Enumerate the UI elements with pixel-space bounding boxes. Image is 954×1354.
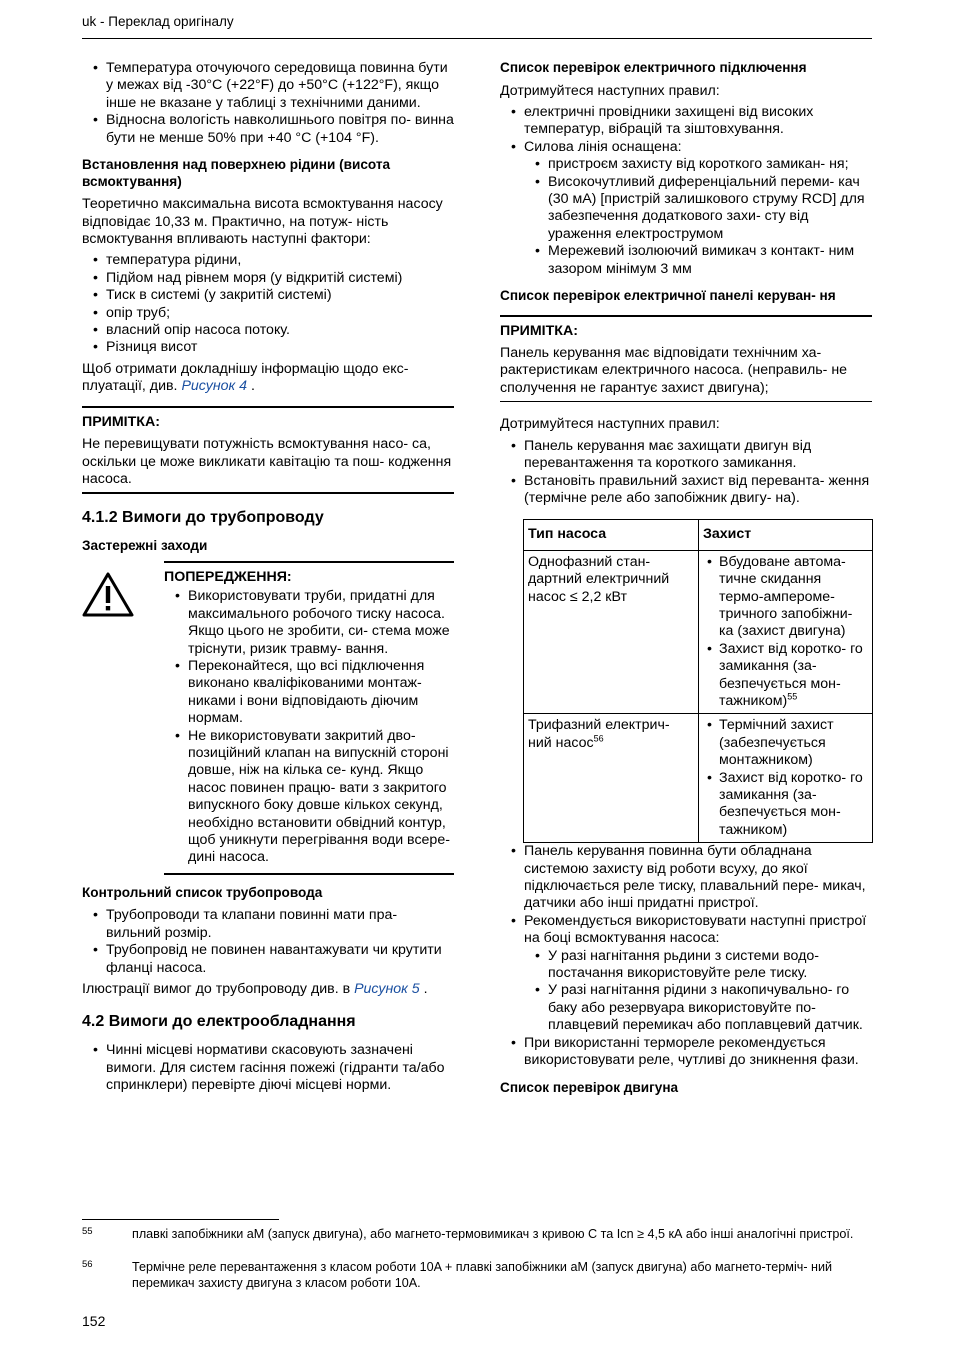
suction-factors-list [82, 252, 454, 356]
list-item: • Захист від коротко- го замикання (за- безпечується мон- тажником) [719, 770, 868, 840]
warning-title: ПОПЕРЕДЖЕННЯ: [164, 568, 292, 585]
panel-note-box [500, 315, 872, 403]
pipe-illustration-text: Ілюстрації вимог до трубопроводу див. в [82, 981, 351, 998]
footnote-rule [82, 1219, 279, 1220]
list-item: • Підйом над рівнем моря (у відкритій системі) [106, 270, 454, 287]
footnote-number: 56 [82, 1259, 93, 1270]
list-item: • Трубопроводи та клапани повинні мати пра- вильний розмір. [106, 907, 454, 942]
precautions-heading: Застережні заходи [82, 538, 208, 554]
list-item: • Високочутливий диференціальний переми- кач (30 мА) [пристрій залишкового струму RCD] для забезпечення додаткового захи- сту від ураження електрострумом [548, 174, 872, 244]
table-row [524, 714, 873, 843]
list-item: • Різниця висот [106, 339, 454, 356]
column-header-pump-type: Тип насоса [524, 520, 699, 550]
figure-4-link[interactable]: Рисунок 4 [181, 378, 248, 395]
pipe-illustration-end: . [423, 981, 428, 998]
suction-text: Теоретично максимальна висота всмоктування насосу відповідає 10,33 м. Практично, на потуж- ність всмоктування впливають наступні фактори: [82, 196, 443, 248]
list-item: • Трубопровід не повинен навантажувати чи крутити фланці насоса. [106, 942, 454, 977]
running-header: uk - Переклад оригіналу [82, 14, 234, 29]
list-item: • пристроєм захисту від короткого замикан- ня; [548, 156, 872, 173]
footnote-text: плавкі запобіжники aM (запуск двигуна), або магнето-термовимикач з кривою C та Icn ≥ 4,5 кА або інші аналогічні пристрої. [132, 1227, 854, 1241]
header-rule [82, 38, 872, 39]
section-4-2-heading: 4.2 Вимоги до електрообладнання [82, 1013, 356, 1031]
pipe-checklist [82, 907, 454, 977]
warning-list [164, 588, 454, 867]
suction-heading: Встановлення над поверхнею рідини (висота всмоктування) [82, 157, 391, 189]
pump-type-cell: Трифазний електрич- ний насос$^{56}$ [524, 714, 699, 843]
suction-side-sublist [524, 948, 872, 1035]
list-item: • Панель керування повинна бути обладнана системою захисту від роботи всуху, до якої підключається реле тиску, плавальний пере- микач, датчики або інші придатні пристрої. [524, 843, 872, 913]
footnote-number: 55 [82, 1226, 93, 1237]
power-line-sublist [524, 156, 872, 278]
table-row [524, 550, 873, 714]
footnote-text: Термічне реле перевантаження з класом роботи 10A + плавкі запобіжники aM (запуск двигуна) або магнето-терміч- ний перемикач захисту двигуна з класом роботи 10A. [132, 1260, 833, 1290]
list-item: • Рекомендується використовувати наступні пристрої на боці всмоктування насоса: • У разі нагнітання рьдини з системи водо- постачання використовуйте реле тиску. • У разі нагнітання рідини з накопичувально- го баку або резервуара використовуйте по- плавцевий перемикач або поплавцевий датчик. [524, 913, 872, 1035]
column-header-protection: Захист [699, 520, 873, 550]
figure-5-link[interactable]: Рисунок 5 [354, 981, 420, 998]
rules-intro: Дотримуйтеся наступних правил: [500, 416, 720, 433]
power-line-text: Силова лінія оснащена: [524, 138, 682, 155]
list-item: • Використовувати труби, придатні для максимального робочого тиску насоса. Якщо цього не зробити, си- стема може тріснути, ризик травму- вання. [188, 588, 454, 658]
list-item: • опір труб; [106, 305, 454, 322]
list-item: • При використанні термореле рекомендується використовувати реле, чутливі до зникнення фази. [524, 1035, 872, 1070]
list-item: • Не використовувати закритий дво- позиційний клапан на випускній стороні довше, ніж на кілька се- кунд. Якщо насос повинен працю- вати з закритого випускного боку довше кількох секунд, необхідно встановити обвідний контур, щоб уникнути перегрівання води всере- дині насоса. [188, 728, 454, 867]
list-item: • власний опір насоса потоку. [106, 322, 454, 339]
list-item: • Панель керування має захищати двигун від перевантаження та короткого замикання. [524, 438, 872, 473]
note-title: ПРИМІТКА: [82, 413, 160, 430]
protection-cell [699, 714, 873, 843]
page-number: 152 [82, 1313, 106, 1329]
protection-cell [699, 550, 873, 714]
note-text: Не перевищувати потужність всмоктування насо- са, оскільки це може викликати кавітацію та пош- кодження насоса. [82, 436, 452, 487]
panel-checklist-heading: Список перевірок електричної панелі керуван- ня [500, 288, 836, 304]
info-text: Щоб отримати докладнішу інформацію щодо екс- плуатації, див. [82, 360, 409, 395]
list-item: • Температура оточуючого середовища повинна бути у межах від -30°C (+22°F) до +50°C (+122°F), якщо інше не вказане у таблиці з технічними даними. [106, 60, 454, 112]
note-text: Панель керування має відповідати технічним ха- рактеристикам електричного насоса. (неправиль- не сполучення не гарантує захист двигуна); [500, 345, 848, 396]
list-item: • Чинні місцеві нормативи скасовують зазначені вимоги. Для систем гасіння пожежі (гідранти та/або спринклери) перевірте діючі місцеві норми. [106, 1042, 454, 1094]
rules-list [500, 438, 872, 508]
left-column [82, 60, 454, 1099]
footnote-ref-56[interactable]: 56 [593, 733, 604, 744]
electrical-list [82, 1042, 454, 1094]
warning-block [82, 561, 454, 875]
protection-table [523, 519, 873, 843]
table-header-row [524, 520, 873, 550]
section-4-1-2-heading: 4.1.2 Вимоги до трубопроводу [82, 509, 324, 527]
connection-list [500, 104, 872, 278]
list-item: • У разі нагнітання рідини з накопичувально- го баку або резервуара використовуйте по- плавцевий перемикач або поплавцевий датчик. [548, 982, 872, 1034]
list-item: • Встановіть правильний захист від переванта- ження (термічне реле або запобіжник двигу- на). [524, 473, 872, 508]
list-item: • Тиск в системі (у закритій системі) [106, 287, 454, 304]
list-item: • Вбудоване автома- тичне скидання термо-ампероме- тричного запобіжни- ка (захист двигуна) [719, 554, 868, 641]
motor-checklist-heading: Список перевірок двигуна [500, 1079, 679, 1095]
list-item: • Захист від коротко- го замикання (за- безпечується мон- тажником)$^{55}$ [719, 641, 868, 711]
list-item: • Відносна вологість навколишнього повітря по- винна бути не менше 50% при +40 °C (+104 °F). [106, 112, 454, 147]
list-item: • температура рідини, [106, 252, 454, 269]
list-item: • Мережевий ізолюючий вимикач з контакт- ним зазором мінімум 3 мм [548, 243, 872, 278]
footnote-56 [82, 1259, 872, 1291]
warning-body [164, 561, 454, 875]
pipe-illustration-paragraph [82, 981, 454, 998]
list-item [524, 139, 872, 278]
pipe-checklist-heading: Контрольний список трубопровода [82, 884, 323, 900]
footnote-55 [82, 1226, 872, 1242]
list-item: • У разі нагнітання рьдини з системи водо- постачання використовуйте реле тиску. [548, 948, 872, 983]
list-item: • Переконайтеся, що всі підключення виконано кваліфікованими монтаж- никами і вони відповідають діючим нормам. [188, 658, 454, 728]
warning-triangle-icon [82, 571, 134, 617]
right-column [500, 60, 872, 1102]
note-title: ПРИМІТКА: [500, 322, 578, 339]
environment-list [82, 60, 454, 147]
note-box [82, 406, 454, 495]
info-paragraph [82, 361, 454, 396]
info-end: . [251, 378, 255, 395]
connection-checklist-heading: Список перевірок електричного підключення [500, 60, 807, 75]
connection-intro: Дотримуйтеся наступних правил: [500, 82, 720, 99]
footnote-ref-55[interactable]: 55 [787, 691, 798, 702]
pump-type-cell: Однофазний стан- дартний електричний насос ≤ 2,2 кВт [524, 550, 699, 714]
after-table-list [500, 843, 872, 1069]
list-item: • електричні провідники захищені від високих температур, вібрацій та зіштовхування. [524, 104, 872, 139]
list-item: • Термічний захист (забезпечується монтажником) [719, 717, 868, 769]
